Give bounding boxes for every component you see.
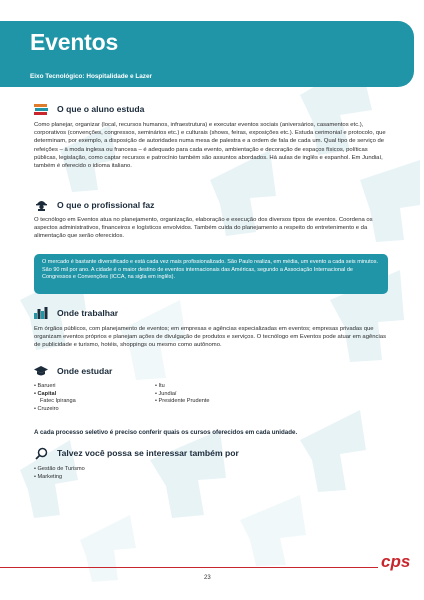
list-item: • Barueri — [34, 383, 56, 389]
worker-icon — [34, 199, 48, 211]
list-item: • Gestão de Turismo — [34, 466, 85, 472]
callout-box — [34, 254, 388, 294]
list-item: • Marketing — [34, 473, 63, 480]
page-title: Eventos — [30, 29, 119, 55]
list-item: • Cruzeiro — [34, 405, 59, 412]
graduation-cap-icon — [34, 365, 48, 377]
list-item: • Itu — [155, 383, 165, 389]
magnifier-icon — [34, 447, 48, 459]
city-icon — [34, 307, 48, 319]
heading-trabalhar: Onde trabalhar — [57, 308, 119, 318]
books-icon — [34, 103, 48, 115]
heading-estuda: O que o aluno estuda — [57, 104, 145, 114]
list-item: • Capital — [34, 390, 57, 397]
cps-logo — [380, 550, 420, 572]
svg-text:cps: cps — [381, 552, 411, 571]
heading-estudar: Onde estudar — [57, 366, 113, 376]
footer-divider — [0, 567, 378, 568]
section-heading-profissional — [34, 199, 154, 211]
note-text: A cada processo seletivo é preciso conferir quais os cursos oferecidos em cada unidade. — [34, 429, 298, 436]
section-heading-trabalhar — [34, 307, 118, 319]
text-trabalhar: Em órgãos públicos, com planejamento de eventos; em empresas e agências especializadas em eventos; empresas privadas que organizam eventos próprios e planejam ações de divulgação de produtos e serviços. O tecnólogo em Eventos pode atuar em agências de publicidade e turismo, hotéis, shoppings ou mesmo como autônomo. — [34, 326, 387, 349]
section-heading-estudar — [34, 365, 112, 377]
heading-talvez: Talvez você possa se interessar também por — [57, 448, 239, 458]
heading-profissional: O que o profissional faz — [57, 200, 155, 210]
section-heading-talvez — [34, 447, 239, 459]
schools-column-2 — [155, 383, 210, 406]
schools-column-1 — [34, 383, 76, 413]
page-number: 23 — [204, 575, 211, 581]
list-item: • Jundiaí — [155, 390, 177, 397]
title-banner — [0, 21, 414, 87]
subtitle: Eixo Tecnológico: Hospitalidade e Lazer — [30, 73, 153, 80]
text-estuda: Como planejar, organizar (local, recursos humanos, infraestrutura) e executar eventos sociais (aniversários, casamentos etc.), corporativos (convenções, congressos, seminários etc.) e culturais (shows, feiras, exposições etc.). Estuda cerimonial e protocolo, que determinam, por exemplo, a disposição de autoridades numa mesa de palestra e a ordem de fala de cada um. Qual tipo de serviço de refeições – à moda inglesa ou francesa – é adequado para cada evento, ambientação e decoração de espaços físicos, políticas públicas, legislação, como captar recursos e patrocínio também são assuntos abordados. Há aulas de inglês e espanhol. Em Jundiaí, também é oferecido o idioma italiano. — [34, 122, 386, 170]
list-item: Fatec Ipiranga — [40, 398, 76, 405]
text-profissional: O tecnólogo em Eventos atua no planejamento, organização, elaboração e execução dos diversos tipos de eventos. Coordena os aspectos administrativos, financeiros e logísticos envolvidos. Também cuida do planejamento a respeito do entretenimento e da alimentação que serão oferecidos. — [34, 217, 373, 240]
section-heading-estuda — [34, 103, 144, 115]
callout-text: O mercado é bastante diversificado e está cada vez mais profissionalizado. São Paulo realiza, em média, um evento a cada seis minutos. São 90 mil por ano. A cidade é o maior destino de eventos internacionais das Américas, segundo a Associação Internacional de Congressos e Convenções (ICCA, na sigla em inglês). — [42, 259, 378, 281]
list-item: • Presidente Prudente — [155, 398, 210, 405]
related-courses — [34, 466, 85, 481]
